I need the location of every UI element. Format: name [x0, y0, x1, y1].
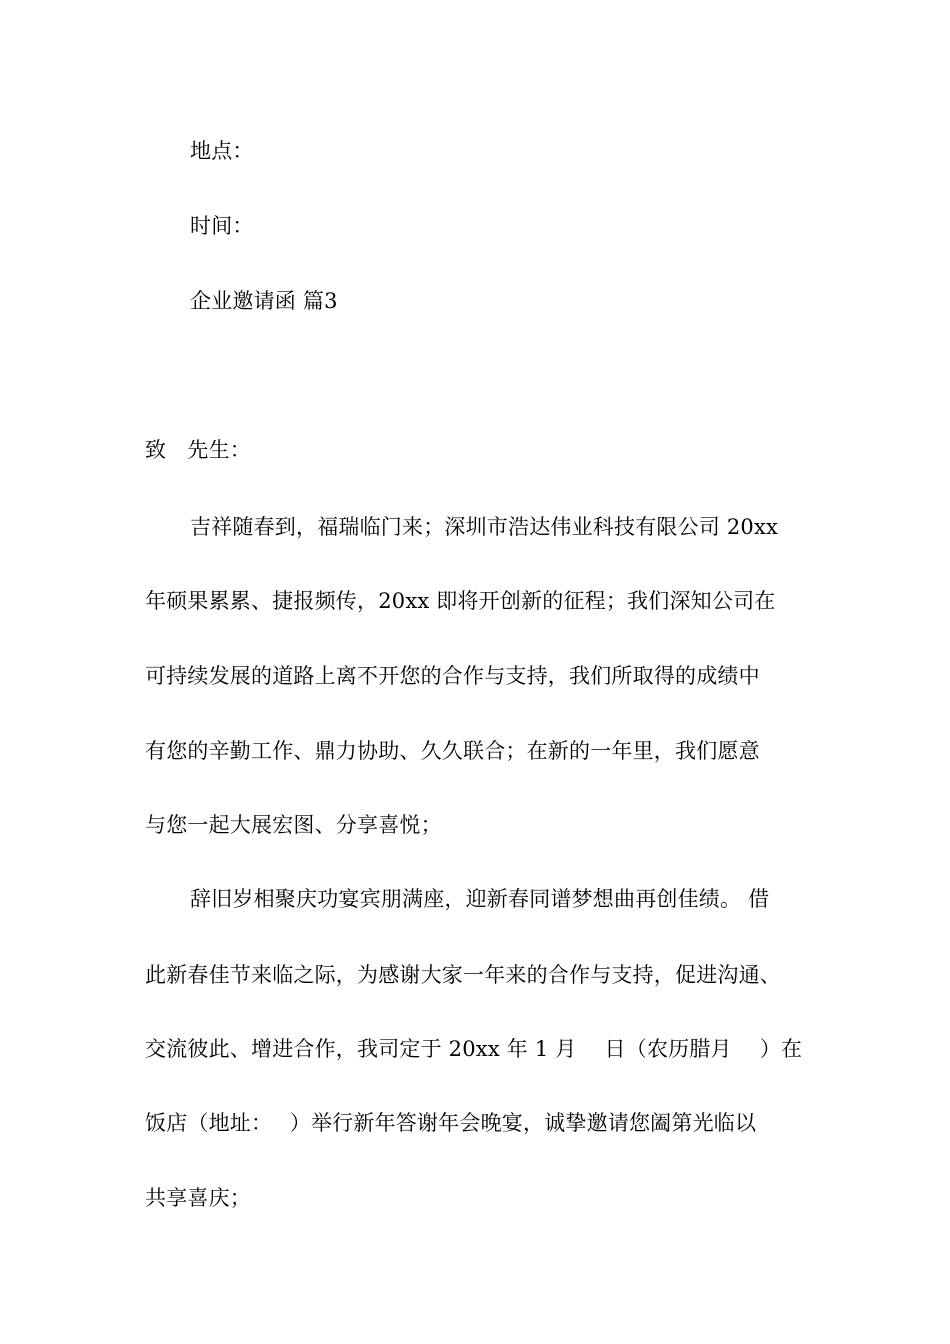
paragraph2-line5: 共享喜庆；	[145, 1186, 251, 1210]
location-label: 地点：	[190, 139, 254, 163]
paragraph1-line4: 有您的辛勤工作、鼎力协助、久久联合；在新的一年里，我们愿意	[145, 739, 760, 763]
paragraph1-line3: 可持续发展的道路上离不开您的合作与支持，我们所取得的成绩中	[145, 664, 760, 688]
paragraph2-line2: 此新春佳节来临之际，为感谢大家一年来的合作与支持，促进沟通、	[145, 963, 781, 987]
paragraph2-line3: 交流彼此、增进合作，我司定于 20xx 年 1 月 日（农历腊月 ）在	[145, 1037, 803, 1061]
time-label: 时间：	[190, 214, 254, 238]
paragraph1-line5: 与您一起大展宏图、分享喜悦；	[145, 813, 442, 837]
paragraph2-line1: 辞旧岁相聚庆功宴宾朋满座，迎新春同谱梦想曲再创佳绩。 借	[190, 887, 770, 911]
paragraph2-line4: 饭店（地址： ）举行新年答谢年会晚宴，诚挚邀请您阖第光临以	[145, 1111, 757, 1135]
paragraph1-line2: 年硕果累累、捷报频传，20xx 即将开创新的征程；我们深知公司在	[145, 589, 776, 613]
section-title: 企业邀请函 篇3	[190, 289, 338, 313]
paragraph1-line1: 吉祥随春到，福瑞临门来；深圳市浩达伟业科技有限公司 20xx	[190, 515, 779, 539]
salutation: 致 先生：	[145, 438, 251, 462]
